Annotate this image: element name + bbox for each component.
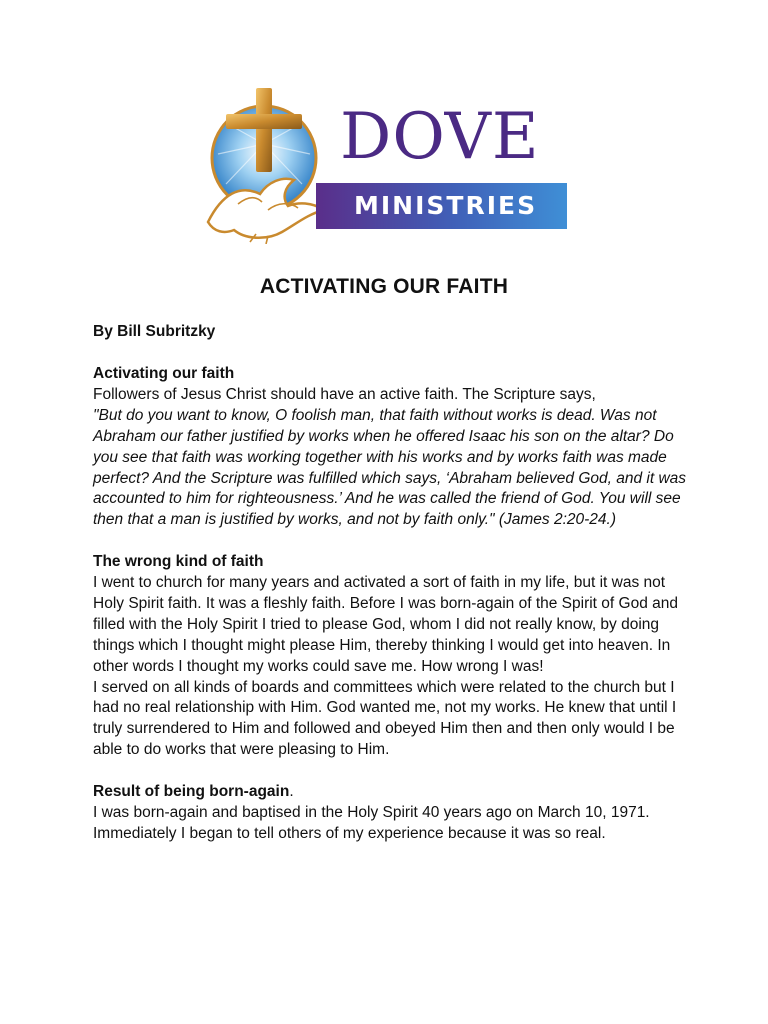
scripture-quote: "But do you want to know, O foolish man, that faith without works is dead. Was not Abraham our father justified by works when he offered Isaac his son on the altar? Do you see that faith was working together with his works and by works faith was made perfect? And the Scripture was fulfilled which says, ‘Abraham believed God, and it was accounted to him for righteousness.’ And he was called the friend of God. You will see then that a man is justified by works, and not by faith only." (James 2:20-24.) [93, 406, 687, 529]
section-heading-activating: Activating our faith [93, 365, 235, 382]
dove-ministries-logo [198, 84, 570, 244]
heading-suffix: . [289, 783, 294, 801]
paragraph-wrong-faith-1: I went to church for many years and activated a sort of faith in my life, but it was not Holy Spirit faith. It was a fleshly faith. Before I was born-again of the Spirit of God and filled with the Holy Spirit I tried to please God, whom I did not really know, by doing things which I thought might please Him, thereby thinking I would get into heaven. In other words I thought my works could save me. How wrong I was! [93, 574, 678, 675]
section-heading-born-again: Result of being born-again [93, 783, 290, 801]
page-title: ACTIVATING OUR FAITH [259, 275, 509, 298]
logo-ministries-text: MINISTRIES [354, 191, 538, 220]
article-body [93, 364, 693, 845]
section-heading-born-again-line [93, 782, 693, 803]
cross-dove-emblem-icon [198, 84, 328, 244]
logo-ministries-band [316, 183, 567, 229]
section-intro: Followers of Jesus Christ should have an active faith. The Scripture says, [93, 385, 596, 403]
author-byline: By Bill Subritzky [93, 323, 216, 340]
paragraph-wrong-faith-2: I served on all kinds of boards and committees which were related to the church but I had no real relationship with Him. God wanted me, not my works. He knew that until I truly surrendered to Him and followed and obeyed Him then and then only would I be able to do works that were pleasing to Him. [93, 678, 677, 759]
paragraph-born-again: I was born-again and baptised in the Holy Spirit 40 years ago on March 10, 1971. Immediately I began to tell others of my experience because it was so real. [93, 804, 650, 842]
section-heading-wrong-faith: The wrong kind of faith [93, 553, 264, 571]
logo-wordmark: DOVE [340, 100, 540, 174]
